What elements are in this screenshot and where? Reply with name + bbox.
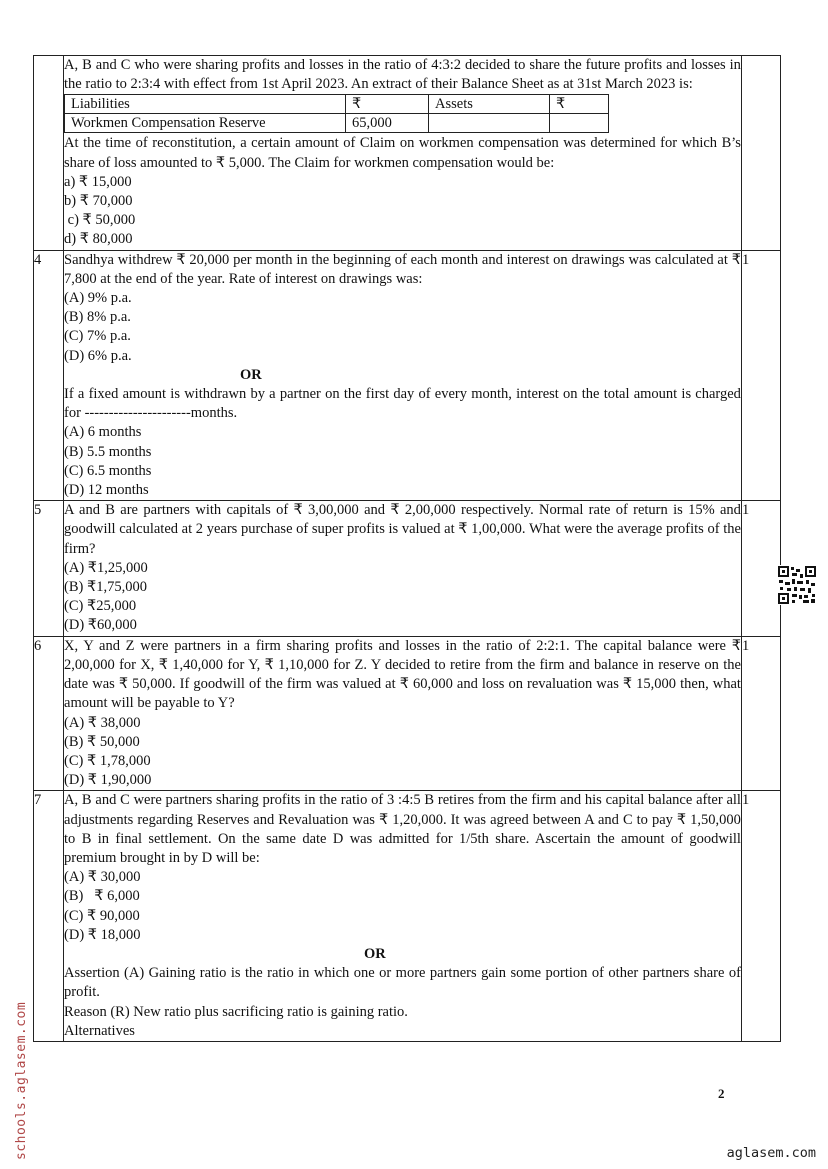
- question-number: 7: [34, 791, 64, 1042]
- watermark-aglasem: aglasem.com: [726, 1145, 816, 1161]
- option-b: b) ₹ 70,000: [64, 193, 133, 210]
- question-row-5: [34, 501, 781, 636]
- alternatives-label: Alternatives: [64, 1022, 135, 1039]
- question-marks: 1: [741, 636, 780, 791]
- bs-header-liabilities: Liabilities: [65, 95, 346, 114]
- option-c: (C) ₹25,000: [64, 598, 137, 615]
- question-body: [64, 250, 742, 501]
- option-a: (A) 9% p.a.: [64, 290, 132, 307]
- question-row-7: [34, 791, 781, 1042]
- question-body: [64, 56, 742, 251]
- watermark-schools-aglasem: schools.aglasem.com: [14, 1001, 29, 1160]
- reason-text: Reason (R) New ratio plus sacrificing ratio is gaining ratio.: [64, 1003, 408, 1020]
- option-b: (B) ₹ 50,000: [64, 733, 140, 750]
- question-marks: [741, 56, 780, 251]
- question-table: [33, 55, 781, 1042]
- question-marks: 1: [741, 791, 780, 1042]
- page-number: 2: [718, 1086, 725, 1101]
- bs-asset-amount: [550, 114, 609, 133]
- question-number: 4: [34, 250, 64, 501]
- question-intro: A, B and C who were sharing profits and losses in the ratio of 4:3:2 decided to share the future profits and losses in the ratio to 2:3:4 with effect from 1st April 2023. An extract of their Balance Sheet as at 31st March 2023 is:: [64, 57, 741, 93]
- option-d: (D) ₹60,000: [64, 617, 137, 634]
- question-body: [64, 636, 742, 791]
- or-separator: OR: [364, 945, 386, 962]
- question-text: A and B are partners with capitals of ₹ 3,00,000 and ₹ 2,00,000 respectively. Normal rate of return is 15% and goodwill calculated at 2 years purchase of super profits is valued at ₹ 1,00,000. What were the average profits of the firm?: [64, 502, 741, 557]
- bs-header-assets: Assets: [429, 95, 550, 114]
- or-separator: OR: [240, 366, 262, 383]
- question-body: [64, 501, 742, 636]
- option-c: (C) ₹ 1,78,000: [64, 752, 151, 769]
- question-body: [64, 791, 742, 1042]
- question-number: 5: [34, 501, 64, 636]
- question-row-4: [34, 250, 781, 501]
- bs-header-rupee-2: ₹: [550, 95, 609, 114]
- option-b: (B) 8% p.a.: [64, 309, 131, 326]
- balance-sheet-row: [65, 114, 609, 133]
- alt-option-d: (D) 12 months: [64, 482, 149, 499]
- question-text: A, B and C were partners sharing profits in the ratio of 3 :4:5 B retires from the firm and his capital balance after all adjustments regarding Reserves and Revaluation was ₹ 1,20,000. It was agreed between A and C to pay ₹ 1,50,000 to B in final settlement. On the same date D was admitted for 1/5th share. Ascertain the amount of goodwill premium brought in by D will be:: [64, 792, 741, 866]
- bs-asset-name: [429, 114, 550, 133]
- question-text: Sandhya withdrew ₹ 20,000 per month in the beginning of each month and interest on drawings was calculated at ₹ 7,800 at the end of the year. Rate of interest on drawings was:: [64, 251, 741, 287]
- option-c: (C) 7% p.a.: [64, 328, 131, 345]
- balance-sheet-header: [65, 95, 609, 114]
- question-number: [34, 56, 64, 251]
- option-b: (B) ₹1,75,000: [64, 579, 147, 596]
- question-text: At the time of reconstitution, a certain amount of Claim on workmen compensation was determined for which B’s share of loss amounted to ₹ 5,000. The Claim for workmen compensation would be:: [64, 135, 741, 171]
- bs-header-rupee: ₹: [346, 95, 429, 114]
- option-b: (B) ₹ 6,000: [64, 888, 140, 905]
- question-marks: 1: [741, 250, 780, 501]
- alt-option-a: (A) 6 months: [64, 424, 142, 441]
- option-d: (D) ₹ 18,000: [64, 926, 141, 943]
- option-d: d) ₹ 80,000: [64, 231, 133, 248]
- question-number: 6: [34, 636, 64, 791]
- alt-option-b: (B) 5.5 months: [64, 443, 152, 460]
- option-d: (D) ₹ 1,90,000: [64, 772, 152, 789]
- option-a: (A) ₹ 38,000: [64, 714, 141, 731]
- balance-sheet-extract: [64, 94, 609, 133]
- question-row-3: [34, 56, 781, 251]
- question-row-6: [34, 636, 781, 791]
- question-marks: 1: [741, 501, 780, 636]
- option-a: a) ₹ 15,000: [64, 173, 132, 190]
- assertion-text: Assertion (A) Gaining ratio is the ratio in which one or more partners gain some portion of other partners share of profit.: [64, 965, 741, 1001]
- bs-liability-name: Workmen Compensation Reserve: [65, 114, 346, 133]
- option-d: (D) 6% p.a.: [64, 347, 132, 364]
- alt-option-c: (C) 6.5 months: [64, 462, 152, 479]
- bs-liability-amount: 65,000: [346, 114, 429, 133]
- question-text: X, Y and Z were partners in a firm sharing profits and losses in the ratio of 2:2:1. The capital balance were ₹ 2,00,000 for X, ₹ 1,40,000 for Y, ₹ 1,10,000 for Z. Y decided to retire from the firm and balance in reserve on the date was ₹ 50,000. If goodwill of the firm was valued at ₹ 60,000 and loss on revaluation was ₹ 15,000 then, what amount will be payable to Y?: [64, 637, 741, 712]
- alternative-question-text: If a fixed amount is withdrawn by a partner on the first day of every month, interest on the total amount is charged for ----------------------months.: [64, 386, 741, 422]
- option-c: (C) ₹ 90,000: [64, 907, 140, 924]
- option-a: (A) ₹1,25,000: [64, 559, 148, 576]
- option-a: (A) ₹ 30,000: [64, 869, 141, 886]
- qr-code-graphic: [777, 565, 817, 605]
- option-c: c) ₹ 50,000: [64, 212, 136, 229]
- qr-code-icon[interactable]: [777, 565, 817, 605]
